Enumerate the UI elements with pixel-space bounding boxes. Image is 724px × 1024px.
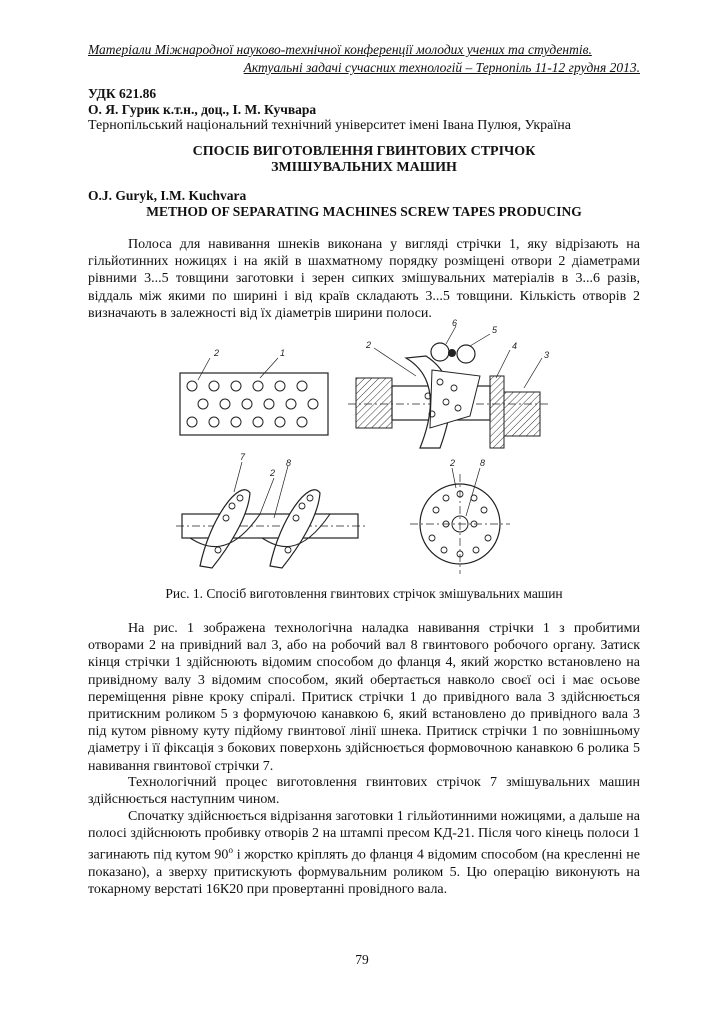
title-en: METHOD OF SEPARATING MACHINES SCREW TAPES PRODUCING [146,204,582,219]
page-number: 79 [355,952,369,967]
degree-superscript: о [228,845,233,856]
paragraph-2: На рис. 1 зображена технологічна наладка навивання стрічки 1 з пробитими отворами 2 на привідний вал 3, або на робочий вал 8 гвинтового робочого органу. Затиск кінця стрічки 1 здійснюють відомим способом до фланця 4, який жорстко встановлено на привідному валу 3 відомим способом, який обертається навколо своєї осі і має осьове переміщення рівне кроку спіралі. Притиск стрічки 1 до привідного вала 3 здійснюється притискним роликом 5 з формуючою канавкою 6, який встановлено до привідного вала 3 під кутом рівному куту підйому гвинтової лінії шнека. Притиск стрічки 1 по зовнішньому діаметру і її фіксація з бокових поверхонь здійснюється формовочною канавкою 6 ролика 5 навивання гвинтової стрічки 7. [88,621,640,774]
fig-label: 8 [480,458,486,468]
paragraph-4-part-2: і жорстко кріплять до фланця 4 відомим способом (на кресленні не показано), а зверху притискують формувальним роликом 5. Цю операцію виконують на токарному верстаті 16К20 при провертанні провідного вала. [88,848,640,898]
strip-with-holes-view [180,358,328,435]
screw-cross-section-view [410,468,510,574]
authors-en: O.J. Guryk, I.M. Kuchvara [88,188,247,203]
fig-label: 1 [280,348,286,358]
figure-caption: Рис. 1. Спосіб виготовлення гвинтових стрічок змішувальних машин [165,586,563,601]
running-header-line-1: Матеріали Міжнародної науково-технічної конференції молодих учених та студентів. [88,42,592,57]
title-ua: СПОСІБ ВИГОТОВЛЕННЯ ГВИНТОВИХ СТРІЧОК ЗМІШУВАЛЬНИХ МАШИН [192,144,536,175]
fig-label: 2 [214,348,220,358]
winding-setup-view [348,326,550,448]
fig-label: 8 [286,458,292,468]
fig-label: 7 [240,452,246,462]
paragraph-4-part-1: Спочатку здійснюється відрізання заготовки 1 гільйотинними ножицями, а дальше на полосі здійснюють пробивку отворів 2 на штампі пресом КД-21. Після чого кінець полоси 1 загинають під кутом 90 [88,809,640,864]
fig-label: 2 [270,468,276,478]
running-header-line-2: Актуальні задачі сучасних технологій – Тернопіль 11-12 грудня 2013. [243,60,640,75]
fig-label: 3 [544,350,550,360]
authors-ua: О. Я. Гурик к.т.н., доц., І. М. Кучвара [88,102,317,117]
udc-code: УДК 621.86 [88,86,157,101]
fig-label: 4 [512,341,518,351]
fig-label: 2 [450,458,456,468]
affiliation: Тернопільський національний технічний університет імені Івана Пулюя, Україна [88,118,571,133]
figure-1 [170,318,560,586]
fig-label: 6 [452,318,458,328]
paragraph-1: Полоса для навивання шнеків виконана у вигляді стрічки 1, яку відрізають на гільйотинних ножицях і на якій в шахматному порядку розміщені отвори 2 діаметрами рівними 3...5 товщини заготовки і зерен сипких змішувальних матеріалів в 3...6 разів, віддаль між якими по ширині і від країв складають 3...5 товщини. Кількість отворів 2 визначають в залежності від їх діаметрів ширини полоси. [88,237,640,321]
paragraph-3: Технологічний процес виготовлення гвинтових стрічок 7 змішувальних машин здійснюється наступним чином. [88,775,640,808]
fig-label: 5 [492,325,498,335]
technical-drawing [170,318,560,586]
paragraph-4 [88,808,640,899]
fig-label: 2 [366,340,372,350]
